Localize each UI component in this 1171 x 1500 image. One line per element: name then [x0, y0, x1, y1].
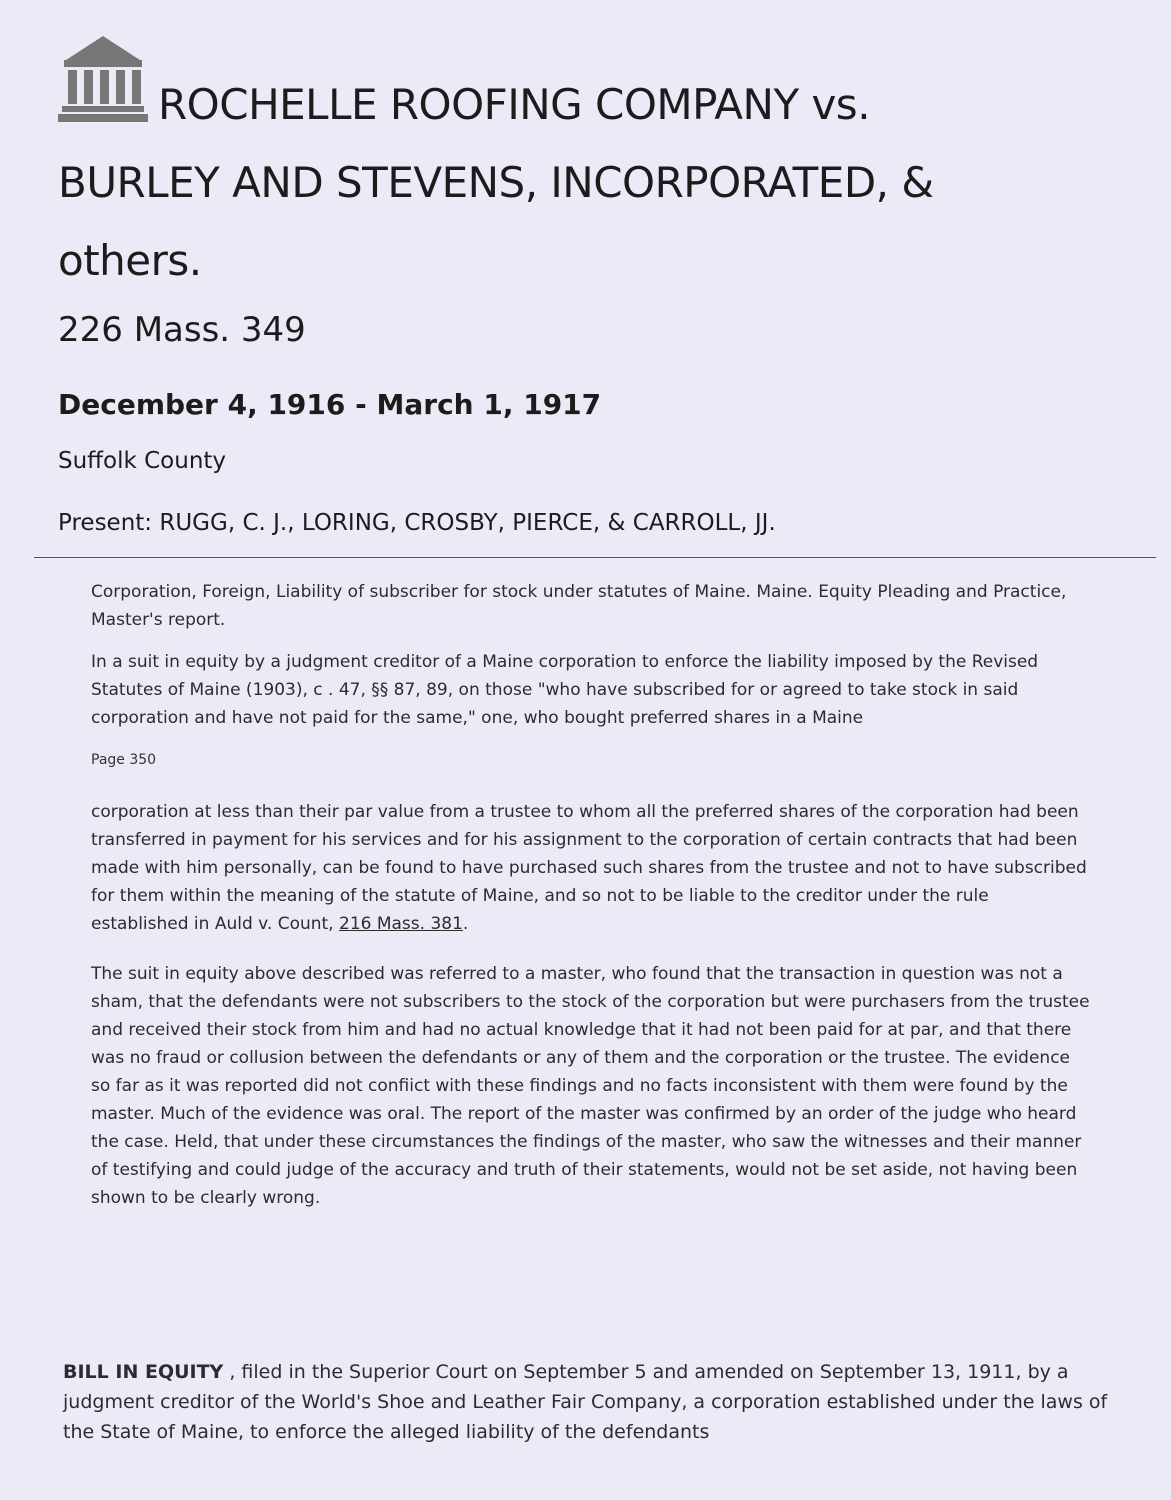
- page-marker: Page 350: [91, 752, 157, 768]
- opinion-body: [63, 1357, 1123, 1447]
- headnote-paragraph-1: In a suit in equity by a judgment creditor of a Maine corporation to enforce the liability imposed by the Revised Statutes of Maine (1903), c . 47, §§ 87, 89, on those "who have subscribed for or agreed to take stock in said corporation and have not paid for the same," one, who bought preferred shares in a Maine: [91, 652, 1039, 728]
- headnote-paragraph-3: The suit in equity above described was referred to a master, who found that the transaction in question was not a sham, that the defendants were not subscribers to the stock of the corporation but were purchasers from the trustee and received their stock from him and had no actual knowledge that it had not been paid for at par, and that there was no fraud or collusion between the defendants or any of them and the corporation or the trustee. The evidence so far as it was reported did not confiict with these findings and no facts inconsistent with them were found by the master. Much of the evidence was oral. The report of the master was confirmed by an order of the judge who heard the case. Held, that under these circumstances the findings of the master, who saw the witnesses and their manner of testifying and could judge of the accuracy and truth of their statements, would not be set aside, not having been shown to be clearly wrong.: [91, 964, 1090, 1208]
- case-county: Suffolk County: [58, 448, 227, 474]
- case-title-line-3: others.: [58, 236, 202, 285]
- section-divider: [34, 557, 1156, 558]
- headnote-paragraph-2: [91, 798, 1091, 938]
- headnote-paragraph-2-end: .: [462, 914, 469, 934]
- case-dates: December 4, 1916 - March 1, 1917: [58, 388, 602, 421]
- headnote-topics: Corporation, Foreign, Liability of subscriber for stock under statutes of Maine. Maine. Equity Pleading and Practice, Master's report.: [91, 582, 1067, 630]
- bill-text: , filed in the Superior Court on September 5 and amended on September 13, 1911, by a judgment creditor of the World's Shoe and Leather Fair Company, a corporation established under the laws of the State of Maine, to enforce the alleged liability of the defendants: [63, 1361, 1108, 1443]
- case-justices: Present: RUGG, C. J., LORING, CROSBY, PIERCE, & CARROLL, JJ.: [58, 510, 776, 536]
- citation-link-216-mass-381[interactable]: 216 Mass. 381: [339, 914, 463, 934]
- case-title-line-2: BURLEY AND STEVENS, INCORPORATED, &: [58, 158, 934, 207]
- headnotes: [91, 578, 1091, 1226]
- case-title-line-1: ROCHELLE ROOFING COMPANY vs.: [158, 80, 871, 129]
- headnote-paragraph-2-text: corporation at less than their par value from a trustee to whom all the preferred shares of the corporation had been transferred in payment for his services and for his assignment to the corporation of certain contracts that had been made with him personally, can be found to have purchased such shares from the trustee and not to have subscribed for them within the meaning of the statute of Maine, and so not to be liable to the creditor under the rule established in Auld v. Count,: [91, 802, 1087, 934]
- case-title: [58, 66, 1118, 300]
- case-citation: 226 Mass. 349: [58, 310, 306, 350]
- bill-heading: BILL IN EQUITY: [63, 1361, 224, 1383]
